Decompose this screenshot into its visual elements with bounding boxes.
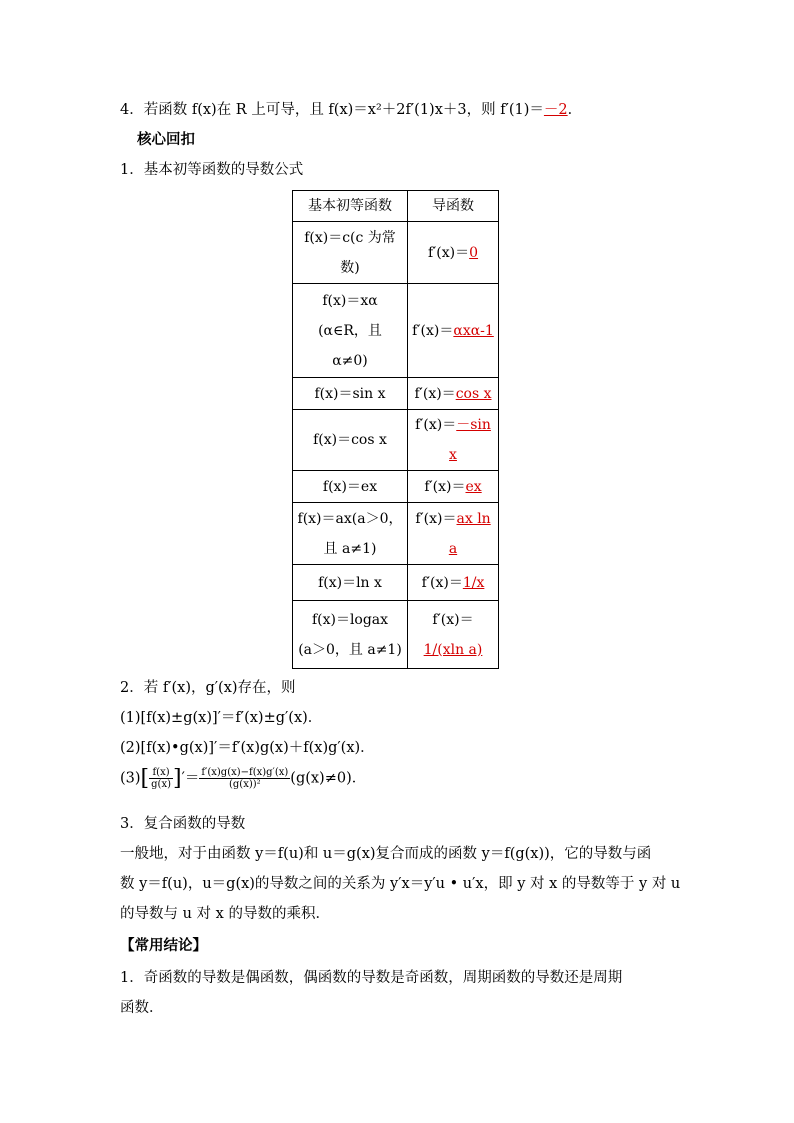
conclusion-1-line-1: 1．奇函数的导数是偶函数，偶函数的导数是奇函数，周期函数的导数还是周期 [120, 970, 623, 986]
table-cell-derivative: f′(x)＝0 [408, 222, 499, 284]
table-cell-derivative: f′(x)＝ax ln a [408, 503, 499, 565]
derivative-answer: ex [465, 478, 482, 495]
table-cell-derivative: f′(x)＝1/x [408, 565, 499, 601]
heading-common-conclusions: 【常用结论】 [120, 938, 207, 954]
table-row [293, 222, 499, 284]
question-4 [120, 98, 582, 119]
table-cell-function: f(x)＝ex [293, 471, 408, 503]
rule-quotient: (3)[ $\frac{f(x)}{g(x)}$ ]′＝ $\frac{f'(x)g(x)-f(x)g'(x)}{\text{(g(x))²}}$ (g(x)≠0)． [120, 766, 367, 791]
conclusion-1-line-2: 函数． [120, 1000, 164, 1016]
table-header-row [293, 191, 499, 222]
table-row [293, 601, 499, 669]
table-cell-derivative: f′(x)＝αxα-1 [408, 284, 499, 378]
table-row [293, 284, 499, 378]
rule-product: (2)[f(x)•g(x)]′＝f′(x)g(x)＋f(x)g′(x)． [120, 740, 375, 756]
question-4-text: 4．若函数 f(x)在 R 上可导，且 f(x)＝x²＋2f′(1)x＋3，则 f′(1)＝ [120, 102, 544, 118]
derivative-answer: 0 [469, 244, 479, 261]
derivative-answer: 1/(xln a) [423, 641, 483, 658]
derivative-answer: －sin x [449, 417, 491, 463]
table-row [293, 565, 499, 601]
table-header-derivative: 导函数 [408, 191, 499, 222]
table-cell-derivative: f′(x)＝cos x [408, 378, 499, 410]
section-1-title: 1．基本初等函数的导数公式 [120, 162, 304, 178]
section-3-paragraph-line-1: 一般地，对于由函数 y＝f(u)和 u＝g(x)复合而成的函数 y＝f(g(x))，它的导数与函 [120, 846, 652, 862]
table-row [293, 378, 499, 410]
table-row [293, 471, 499, 503]
table-cell-function: f(x)＝sin x [293, 378, 408, 410]
derivative-answer: ax ln a [448, 510, 491, 557]
heading-core-review: 核心回扣 [137, 132, 195, 148]
table-cell-function: f(x)＝ln x [293, 565, 408, 601]
table-row [293, 410, 499, 471]
table-cell-derivative: f′(x)＝ex [408, 471, 499, 503]
table-cell-function: f(x)＝logax (a＞0，且 a≠1) [293, 601, 408, 669]
question-4-end: ． [567, 102, 583, 118]
table-cell-derivative: f′(x)＝ 1/(xln a) [408, 601, 499, 669]
rule-sum: (1)[f(x)±g(x)]′＝f′(x)±g′(x)． [120, 710, 323, 726]
derivative-answer: 1/x [462, 574, 485, 591]
table-cell-function: f(x)＝ax(a＞0， 且 a≠1) [293, 503, 408, 565]
derivative-table [292, 190, 499, 669]
table-cell-function: f(x)＝cos x [293, 410, 408, 471]
table-row [293, 503, 499, 565]
section-3-paragraph-line-2: 数 y＝f(u)，u＝g(x)的导数之间的关系为 y′x＝y′u • u′x，即 y 对 x 的导数等于 y 对 u [120, 876, 681, 892]
quotient-rhs-fraction: $\frac{f'(x)g(x)-f(x)g'(x)}{\text{(g(x))²}}$ [201, 767, 289, 790]
table-cell-function: f(x)＝c(c 为常 数) [293, 222, 408, 284]
derivative-answer: cos x [455, 385, 492, 402]
quotient-lhs-fraction: $\frac{f(x)}{g(x)}$ [151, 767, 171, 790]
question-4-answer: －2 [543, 102, 568, 118]
table-cell-derivative: f′(x)＝－sin x [408, 410, 499, 471]
section-3-title: 3．复合函数的导数 [120, 816, 246, 832]
section-3-paragraph-line-3: 的导数与 u 对 x 的导数的乘积． [120, 906, 330, 922]
table-cell-function: f(x)＝xα (α∈R，且 α≠0) [293, 284, 408, 378]
derivative-answer: αxα-1 [453, 322, 494, 339]
section-2-title: 2．若 f′(x)，g′(x)存在，则 [120, 680, 296, 696]
table-header-function: 基本初等函数 [293, 191, 408, 222]
